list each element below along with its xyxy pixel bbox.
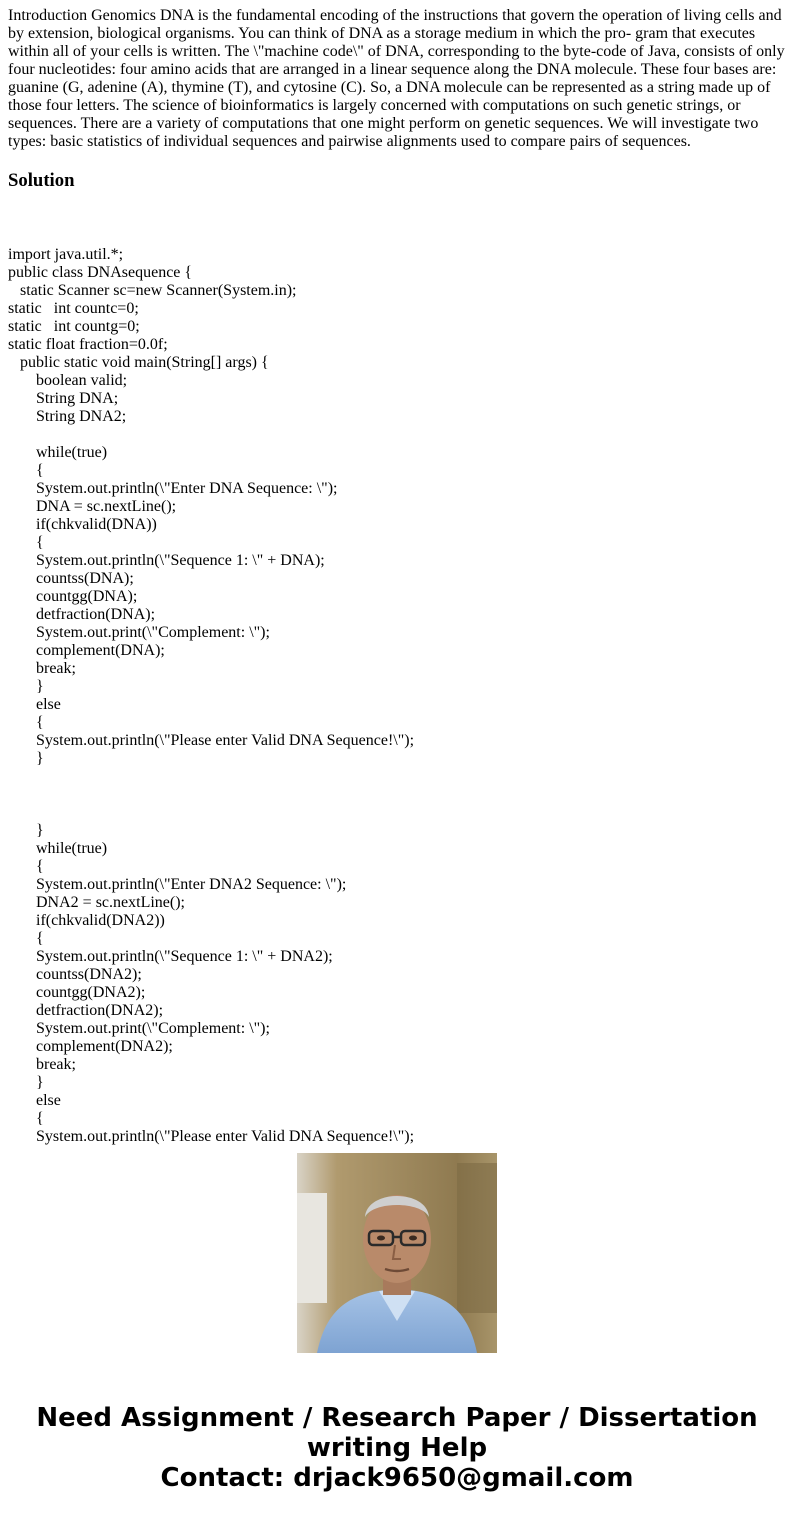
code-line: complement(DNA2); — [8, 1038, 173, 1055]
code-line: static Scanner sc=new Scanner(System.in); — [8, 282, 297, 299]
solution-code-block — [8, 228, 786, 1145]
code-line: while(true) — [8, 444, 108, 461]
code-line: String DNA2; — [8, 408, 127, 425]
promo-line-2: writing Help — [306, 1433, 488, 1463]
code-line: System.out.println(\"Please enter Valid DNA Sequence!\"); — [8, 1128, 415, 1145]
code-line: DNA2 = sc.nextLine(); — [8, 894, 185, 911]
code-line: static int countc=0; — [8, 300, 139, 317]
promo-banner — [0, 1403, 794, 1493]
code-line — [8, 228, 786, 246]
code-line: static float fraction=0.0f; — [8, 336, 168, 353]
code-line: DNA = sc.nextLine(); — [8, 498, 177, 515]
code-line: { — [8, 462, 44, 479]
author-photo-illustration — [297, 1153, 497, 1353]
code-line: { — [8, 858, 44, 875]
code-line: { — [8, 714, 44, 731]
code-line: { — [8, 1110, 44, 1127]
code-line: else — [8, 1092, 61, 1109]
intro-paragraph: Introduction Genomics DNA is the fundamental encoding of the instructions that govern the operation of living cells and by extension, biological organisms. You can think of DNA as a storage medium in which the pro- gram that executes within all of your cells is written. The \"machine code\" of DNA, corresponding to the byte-code of Java, consists of only four nucleotides: four amino acids that are arranged in a linear sequence along the DNA molecule. These four bases are: guanine (G, adenine (A), thymine (T), and cytosine (C). So, a DNA molecule can be represented as a string made up of those four letters. The science of bioinformatics is largely concerned with computations on such genetic strings, or sequences. There are a variety of computations that one might perform on genetic sequences. We will investigate two types: basic statistics of individual sequences and pairwise alignments used to compare pairs of sequences. — [8, 7, 785, 150]
code-line: detfraction(DNA); — [8, 606, 156, 623]
code-line: countss(DNA2); — [8, 966, 142, 983]
code-line: countgg(DNA2); — [8, 984, 146, 1001]
code-line: static int countg=0; — [8, 318, 140, 335]
code-line — [8, 786, 786, 804]
code-line: System.out.println(\"Enter DNA Sequence: \"); — [8, 480, 338, 497]
code-line: break; — [8, 1056, 76, 1073]
code-line: { — [8, 534, 44, 551]
author-avatar — [297, 1153, 497, 1353]
code-line: String DNA; — [8, 390, 119, 407]
code-line: } — [8, 678, 44, 695]
code-line: } — [8, 1074, 44, 1091]
code-line: break; — [8, 660, 76, 677]
code-line: } — [8, 822, 44, 839]
code-line: System.out.println(\"Enter DNA2 Sequence: \"); — [8, 876, 347, 893]
code-line: { — [8, 930, 44, 947]
code-line: System.out.print(\"Complement: \"); — [8, 1020, 270, 1037]
code-line: while(true) — [8, 840, 108, 857]
code-line: countss(DNA); — [8, 570, 134, 587]
code-line — [8, 768, 786, 786]
code-line: public static void main(String[] args) { — [8, 354, 269, 371]
code-line: public class DNAsequence { — [8, 264, 193, 281]
code-line: System.out.println(\"Please enter Valid DNA Sequence!\"); — [8, 732, 415, 749]
code-line: System.out.println(\"Sequence 1: \" + DNA2); — [8, 948, 333, 965]
code-line: System.out.print(\"Complement: \"); — [8, 624, 270, 641]
code-line — [8, 426, 786, 444]
code-line: import java.util.*; — [8, 246, 124, 263]
code-line: detfraction(DNA2); — [8, 1002, 164, 1019]
code-line: if(chkvalid(DNA)) — [8, 516, 157, 533]
code-line: } — [8, 750, 44, 767]
code-line — [8, 804, 786, 822]
code-line: else — [8, 696, 61, 713]
code-line: countgg(DNA); — [8, 588, 138, 605]
code-line: if(chkvalid(DNA2)) — [8, 912, 165, 929]
code-line: System.out.println(\"Sequence 1: \" + DNA); — [8, 552, 325, 569]
code-line: complement(DNA); — [8, 642, 165, 659]
code-line: boolean valid; — [8, 372, 128, 389]
promo-contact-line: Contact: drjack9650@gmail.com — [160, 1463, 634, 1493]
solution-heading: Solution — [8, 170, 75, 191]
promo-line-1: Need Assignment / Research Paper / Dissertation — [36, 1403, 758, 1433]
